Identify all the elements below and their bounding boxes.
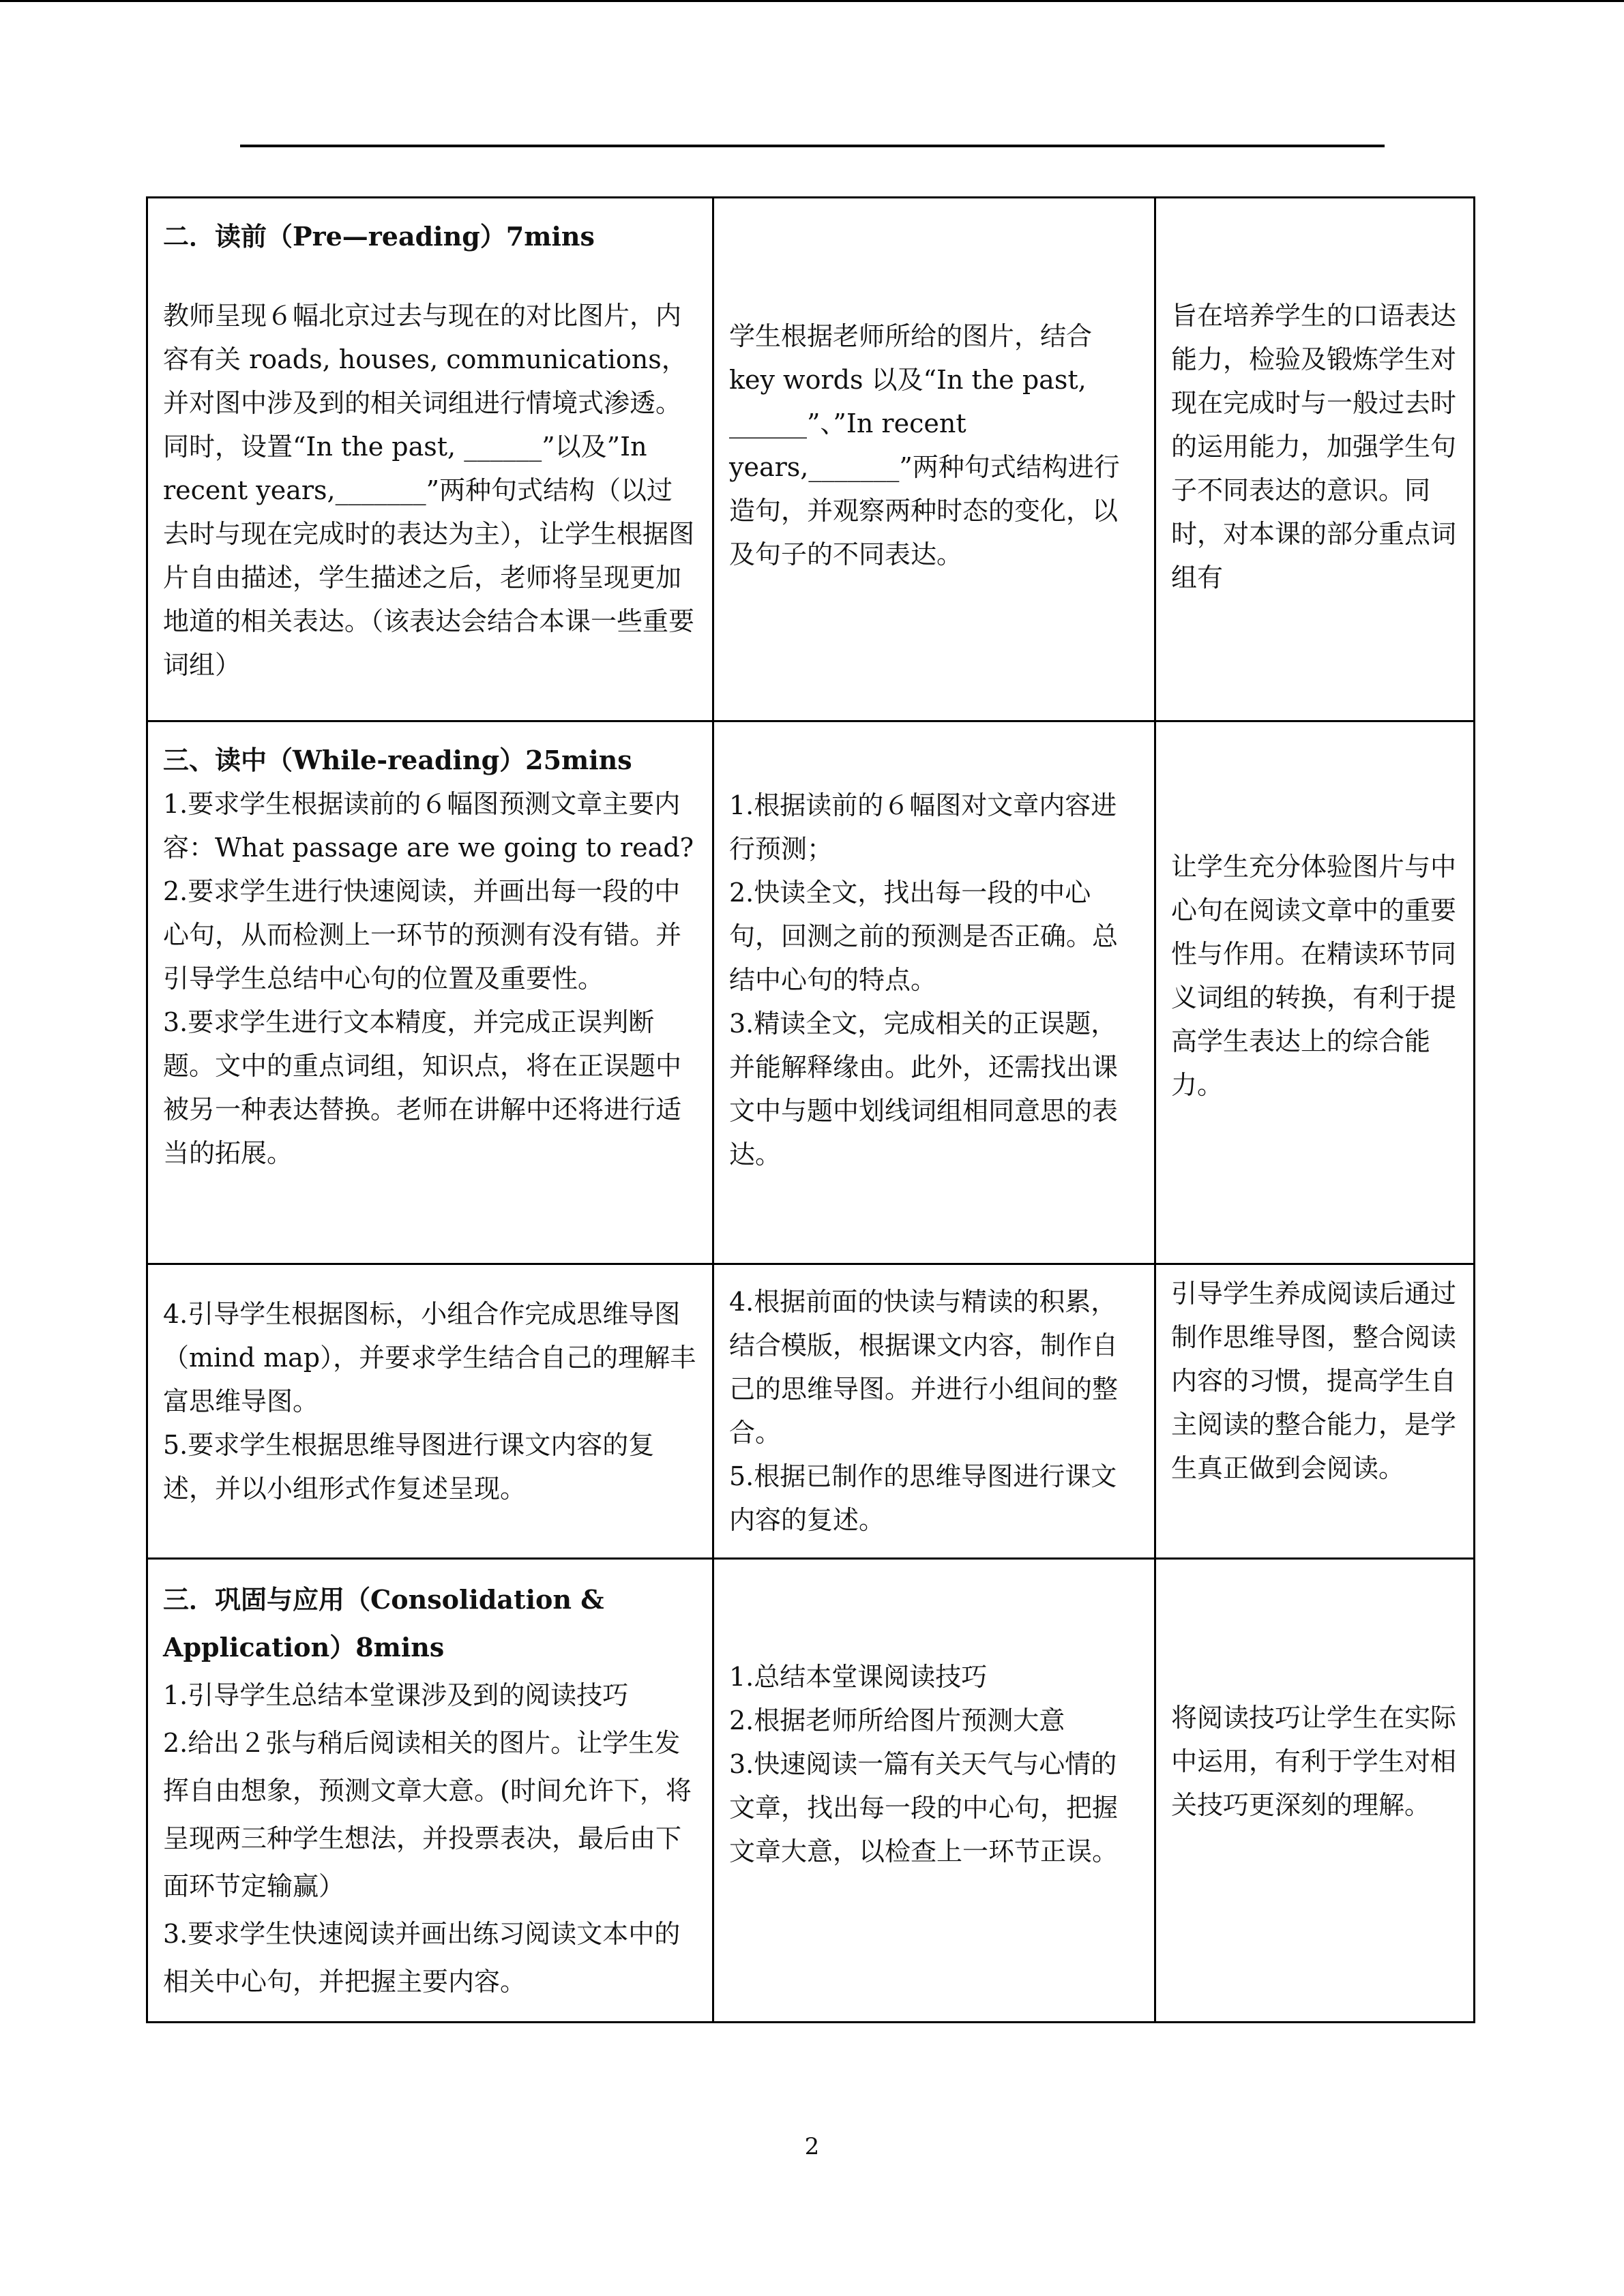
page-number: 2 [804, 2133, 820, 2160]
teacher-activity-text: 教师呈现６幅北京过去与现在的对比图片，内容有关 roads, houses, communications，并对图中涉及到的相关词组进行情境式渗透。同时，设置“In the past, ______”以及”In recent years,_______”两种句式结构（以过去时与现在完成时的表达为主），让学生根据图片自由描述，学生描述之后，老师将呈现更加地道的相关表达。（该表达会结合本课一些重要词组） [163, 301, 695, 680]
teacher-activity-cell [147, 1264, 713, 1559]
student-activity-text: 3.快速阅读一篇有关天气与心情的文章，找出每一段的中心句，把握文章大意，以检查上一环节正误。 [729, 1749, 1119, 1866]
purpose-text: 旨在培养学生的口语表达能力，检验及锻炼学生对现在完成时与一般过去时的运用能力，加强学生句子不同表达的意识。同时，对本课的部分重点词组有 [1171, 301, 1457, 593]
table-row-pre-reading [147, 198, 1475, 721]
student-activity-text: 1.根据读前的６幅图对文章内容进行预测； [729, 790, 1117, 864]
student-activity-cell [713, 1264, 1155, 1559]
teacher-activity-text: 1.要求学生根据读前的６幅图预测文章主要内容：What passage are we going to read? [163, 789, 694, 863]
student-activity-text: 1.总结本堂课阅读技巧 [729, 1662, 988, 1692]
teacher-activity-cell [147, 721, 713, 1264]
student-activity-text: 2.根据老师所给图片预测大意 [729, 1705, 1065, 1735]
student-activity-text: 2.快读全文，找出每一段的中心句，回测之前的预测是否正确。总结中心句的特点。 [729, 878, 1119, 995]
purpose-cell [1155, 1559, 1475, 2023]
teacher-activity-text: 2.要求学生进行快速阅读，并画出每一段的中心句，从而检测上一环节的预测有没有错。并引导学生总结中心句的位置及重要性。 [163, 876, 682, 994]
purpose-text: 让学生充分体验图片与中心句在阅读文章中的重要性与作用。在精读环节同义词组的转换，有利于提高学生表达上的综合能力。 [1171, 852, 1457, 1100]
page-top-border [0, 0, 1624, 2]
teacher-activity-text: 2.给出２张与稍后阅读相关的图片。让学生发挥自由想象，预测文章大意。(时间允许下，将呈现两三种学生想法，并投票表决，最后由下面环节定输赢） [163, 1728, 692, 1901]
teacher-activity-cell [147, 1559, 713, 2023]
purpose-cell [1155, 1264, 1475, 1559]
student-activity-text: 5.根据已制作的思维导图进行课文内容的复述。 [729, 1461, 1117, 1535]
table-row-consolidation [147, 1559, 1475, 2023]
teacher-activity-text: 5.要求学生根据思维导图进行课文内容的复述，并以小组形式作复述呈现。 [163, 1430, 655, 1504]
stage-title: 二．读前（Pre—reading）7mins [163, 221, 595, 252]
teacher-activity-text: 4.引导学生根据图标，小组合作完成思维导图（mind map），并要求学生结合自己的理解丰富思维导图。 [163, 1299, 696, 1416]
teacher-activity-cell [147, 198, 713, 721]
student-activity-cell [713, 1559, 1155, 2023]
purpose-cell [1155, 721, 1475, 1264]
purpose-text: 引导学生养成阅读后通过制作思维导图，整合阅读内容的习惯，提高学生自主阅读的整合能力，是学生真正做到会阅读。 [1171, 1279, 1457, 1483]
purpose-cell [1155, 198, 1475, 721]
stage-title: 三．巩固与应用（Consolidation & Application）8mins [163, 1584, 604, 1663]
lesson-plan-table [146, 196, 1475, 2023]
student-activity-text: 学生根据老师所给的图片，结合 key words 以及“In the past, ______”、”In recent years,_______”两种句式结构进行造句，并观察两种时态的变化，以及句子的不同表达。 [729, 321, 1120, 569]
stage-title: 三、读中（While-reading）25mins [163, 745, 632, 775]
header-rule [240, 145, 1385, 147]
table-row-while-reading [147, 721, 1475, 1264]
teacher-activity-text: 3.要求学生进行文本精度，并完成正误判断题。文中的重点词组，知识点，将在正误题中被另一种表达替换。老师在讲解中还将进行适当的拓展。 [163, 1007, 682, 1168]
teacher-activity-text: 3.要求学生快速阅读并画出练习阅读文本中的相关中心句，并把握主要内容。 [163, 1919, 681, 1997]
student-activity-text: 4.根据前面的快读与精读的积累，结合模版，根据课文内容，制作自己的思维导图。并进行小组间的整合。 [729, 1287, 1119, 1448]
table-row-mind-map [147, 1264, 1475, 1559]
student-activity-text: 3.精读全文，完成相关的正误题，并能解释缘由。此外，还需找出课文中与题中划线词组相同意思的表达。 [729, 1009, 1119, 1169]
purpose-text: 将阅读技巧让学生在实际中运用，有利于学生对相关技巧更深刻的理解。 [1171, 1703, 1457, 1820]
student-activity-cell [713, 198, 1155, 721]
teacher-activity-text: 1.引导学生总结本堂课涉及到的阅读技巧 [163, 1680, 629, 1710]
student-activity-cell [713, 721, 1155, 1264]
